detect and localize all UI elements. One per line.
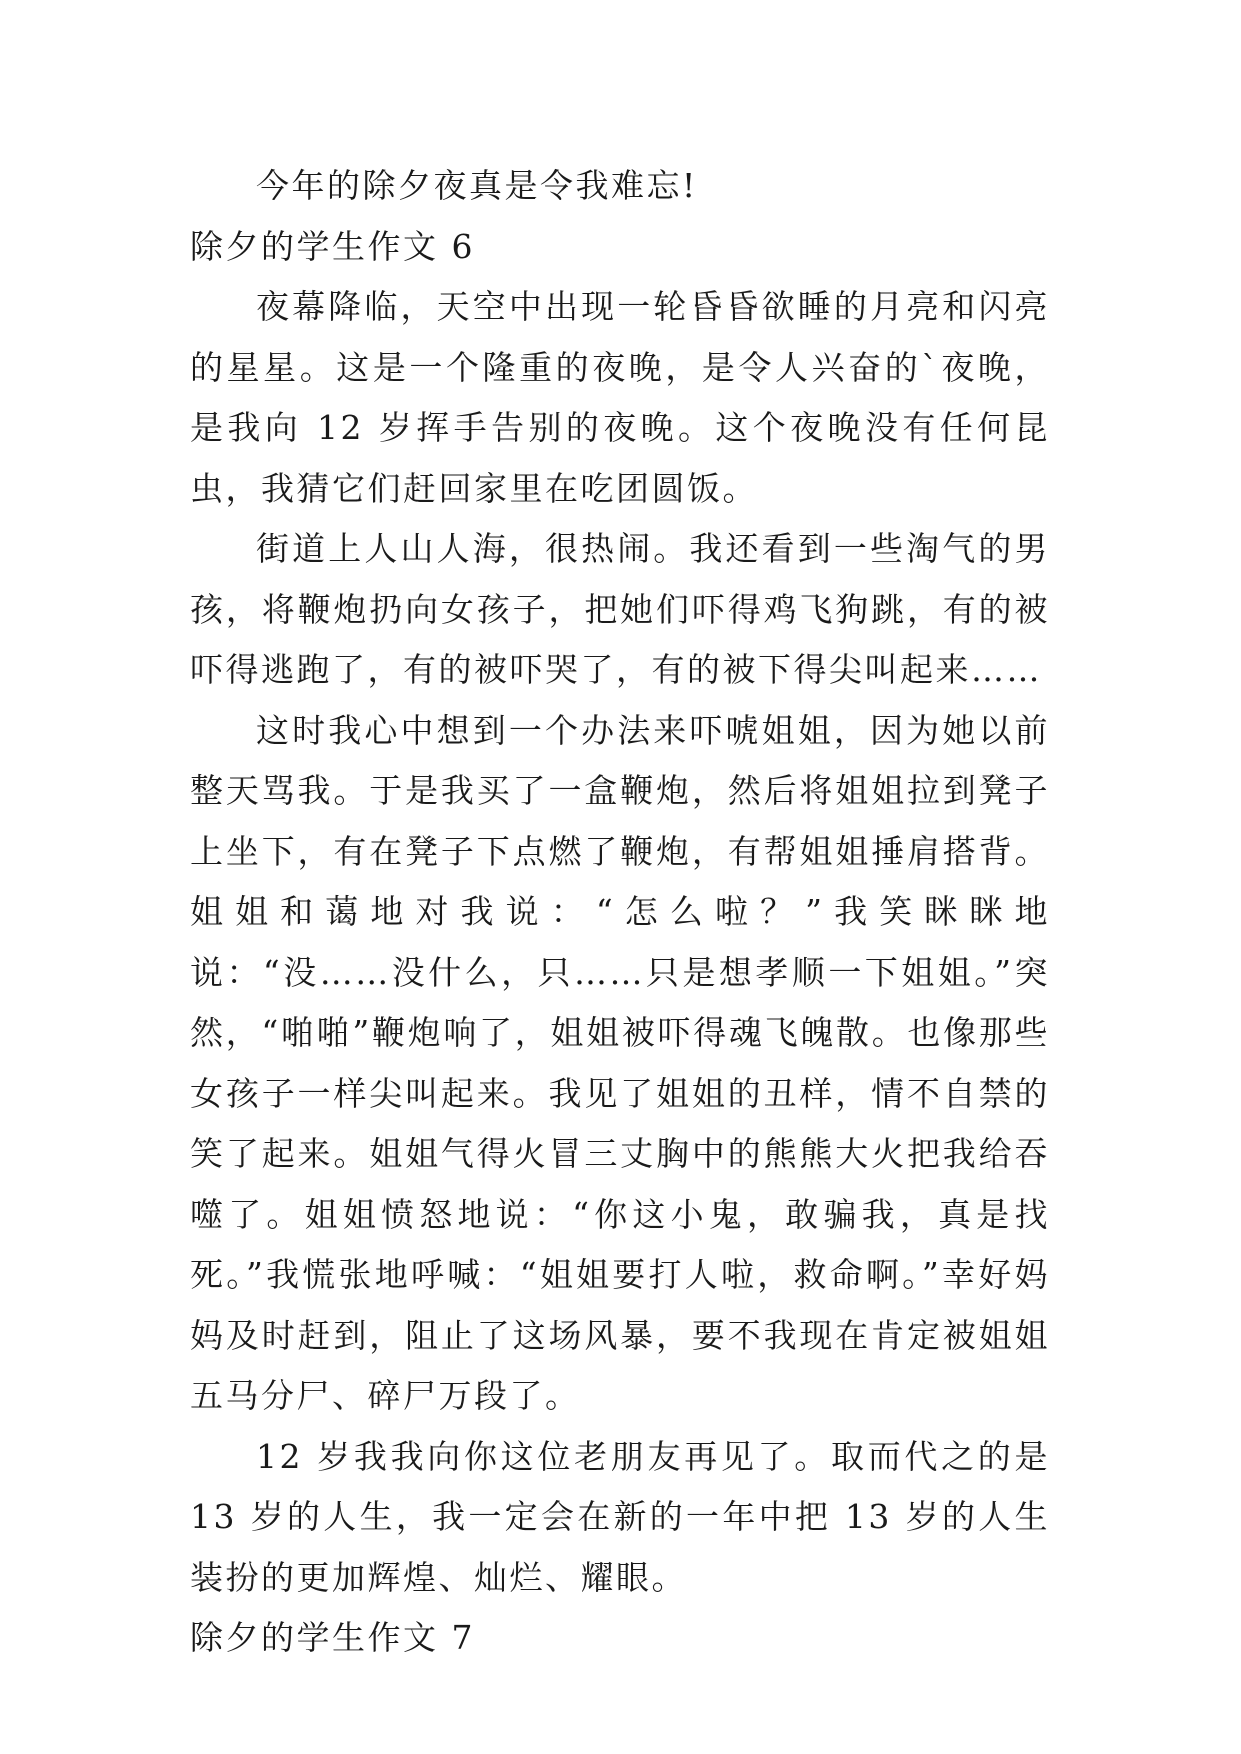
paragraph-farewell: 12 岁我我向你这位老朋友再见了。取而代之的是 13 岁的人生，我一定会在新的一年中把 13 岁的人生装扮的更加辉煌、灿烂、耀眼。 [190,1436,1050,1597]
section-heading-6: 除夕的学生作文 6 [190,226,475,266]
paragraph-prank: 这时我心中想到一个办法来吓唬姐姐，因为她以前整天骂我。于是我买了一盒鞭炮，然后将姐姐拉到凳子上坐下，有在凳子下点燃了鞭炮，有帮姐姐捶肩搭背。姐姐和蔼地对我说：“怎么啦？”我笑眯眯地说：“没……没什么，只……只是想孝顺一下姐姐。”突然，“啪啪”鞭炮响了，姐姐被吓得魂飞魄散。也像那些女孩子一样尖叫起来。我见了姐姐的丑样，情不自禁的笑了起来。姐姐气得火冒三丈胸中的熊熊大火把我给吞噬了。姐姐愤怒地说：“你这小鬼，敢骗我，真是找死。”我慌张地呼喊：“姐姐要打人啦，救命啊。”幸好妈妈及时赶到，阻止了这场风暴，要不我现在肯定被姐姐五马分尸、碎尸万段了。 [190,710,1050,1415]
paragraph-nightfall: 夜幕降临，天空中出现一轮昏昏欲睡的月亮和闪亮的星星。这是一个隆重的夜晚，是令人兴奋的`夜晚，是我向 12 岁挥手告别的夜晚。这个夜晚没有任何昆虫，我猜它们赶回家里在吃团圆饭。 [190,287,1050,508]
closing-paragraph: 今年的除夕夜真是令我难忘! [256,166,698,205]
paragraph-street: 街道上人山人海，很热闹。我还看到一些淘气的男孩，将鞭炮扔向女孩子，把她们吓得鸡飞狗跳，有的被吓得逃跑了，有的被吓哭了，有的被下得尖叫起来…… [190,529,1050,689]
document-body [190,156,1050,1669]
section-heading-7: 除夕的学生作文 7 [190,1618,475,1657]
